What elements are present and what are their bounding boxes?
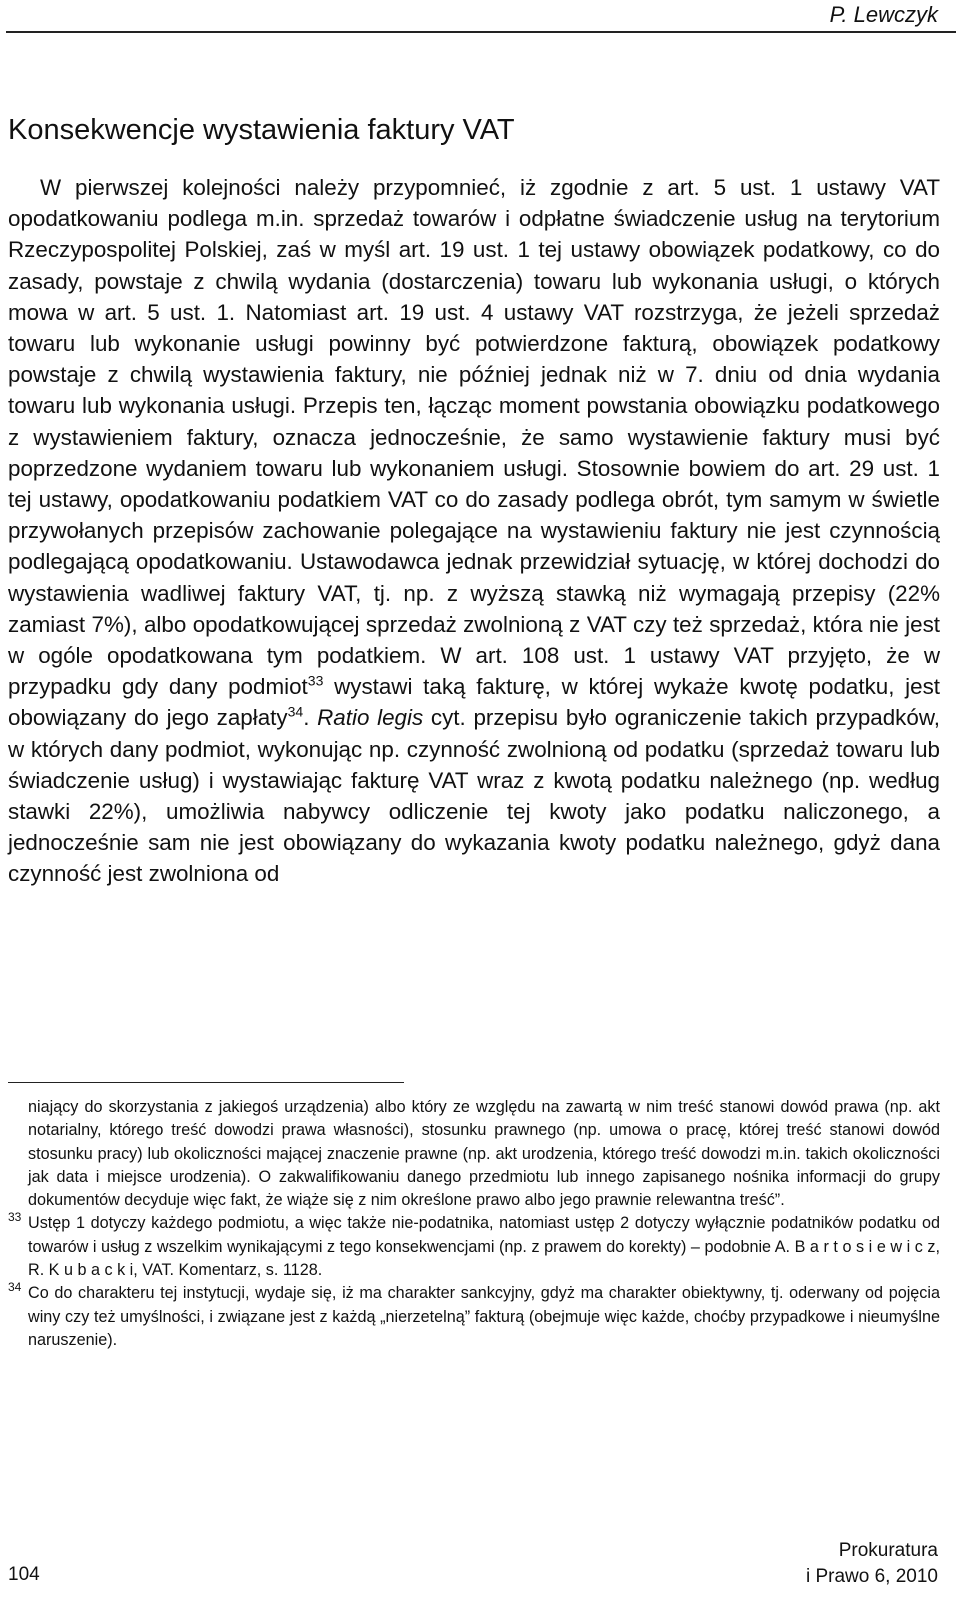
footnote-mark-33: 33 [8,1210,22,1225]
body-text-italic: Ratio legis [317,705,424,731]
page-number: 104 [8,1564,40,1585]
body-text-part3: . [303,705,318,731]
footnote-continued-text: niający do skorzystania z jakiegoś urządzenia) albo który ze względu na zawartą w nim treść stanowi dowód prawa (np. akt notarialny, którego treść dowodzi prawa własności), stosunku prawnego (np. umowa o pracę, której treść stanowi dowód stosunku pracy) lub okoliczności mającej znaczenie prawne (np. akt urodzenia, którego treść dowodzi m.in. takich okoliczności jak data i miejsce urodzenia). O zakwalifikowaniu danego przedmiotu lub innego zapisanego nośnika informacji do grupy dokumentów decyduje więc fakt, że wiąże się z nim określone prawo albo jego prawnie relewantna treść”. [28,1098,940,1210]
footnote-ref-33[interactable]: 33 [307,672,324,689]
footnote-34 [8,1282,940,1352]
journal-name [806,1538,938,1590]
journal-name-line2: i Prawo 6, 2010 [805,1566,938,1587]
footnote-continued [8,1096,940,1212]
body-paragraph [8,172,940,890]
footnote-divider [8,1082,404,1083]
body-text-part4: cyt. przepisu było ograniczenie takich przypadków, w których dany podmiot, wykonując np. czynność zwolnioną od podatku (sprzedaż towaru lub świadczenie usług) i wystawiając fakturę VAT wraz z kwotą podatku należnego (np. według stawki 22%), umożliwia nabywcy odliczenie tej kwoty jako podatku naliczonego, a jednocześnie sam nie jest obowiązany do wykazania kwoty podatku należnego, gdyż dana czynność jest zwolniona od [8,705,940,887]
footnote-34-text: Co do charakteru tej instytucji, wydaje się, iż ma charakter sankcyjny, gdyż ma charakter obiektywny, tj. oderwany od pojęcia winy czy też umyślności, i związane jest z każdą „nierzetelną” fakturą (obejmuje więc każde, choćby przypadkowe i nieumyślne naruszenie). [28,1284,940,1349]
footnote-33 [8,1212,940,1282]
body-text-part1: W pierwszej kolejności należy przypomnieć, iż zgodnie z art. 5 ust. 1 ustawy VAT opodatkowaniu podlega m.in. sprzedaż towarów i odpłatne świadczenie usług na terytorium Rzeczypospolitej Polskiej, zaś w myśl art. 19 ust. 1 tej ustawy obowiązek podatkowy, co do zasady, powstaje z chwilą wydania (dostarczenia) towaru lub wykonania usługi, o których mowa w art. 5 ust. 1. Natomiast art. 19 ust. 4 ustawy VAT rozstrzyga, że jeżeli sprzedaż towaru lub wykonanie usługi powinny być potwierdzone fakturą, obowiązek podatkowy powstaje z chwilą wystawienia faktury, nie później jednak niż w 7. dniu od dnia wydania towaru lub wykonania usługi. Przepis ten, łącząc moment powstania obowiązku podatkowego z wystawieniem faktury, oznacza jednocześnie, że samo wystawienie faktury musi być poprzedzone wydaniem towaru lub wykonaniem usługi. Stosownie bowiem do art. 29 ust. 1 tej ustawy, opodatkowaniu podatkiem VAT co do zasady podlega obrót, tym samym w świetle przywołanych przepisów zachowanie polegające na wystawieniu faktury nie jest czynnością podlegającą opodatkowaniu. Ustawodawca jednak przewidział sytuację, w której dochodzi do wystawienia wadliwej faktury VAT, tj. np. z wyższą stawką niż wymagają przepisy (22% zamiast 7%), albo opodatkowującej sprzedaż zwolnioną z VAT czy też sprzedaż, która nie jest w ogóle opodatkowana tym podatkiem. W art. 108 ust. 1 ustawy VAT przyjęto, że w przypadku gdy dany podmiot [8,175,940,700]
footnote-mark-34: 34 [8,1280,22,1295]
footnotes [8,1096,940,1352]
footnote-ref-34[interactable]: 34 [287,703,304,720]
section-title: Konsekwencje wystawienia faktury VAT [8,114,515,146]
running-header-author: P. Lewczyk [829,2,938,27]
header-divider [6,31,956,33]
body-text-part2: wystawi taką fakturę, w której wykaże kwotę podatku, jest obowiązany do jego zapłaty [8,674,941,731]
journal-name-line1: Prokuratura [838,1540,938,1561]
footnote-33-text: Ustęp 1 dotyczy każdego podmiotu, a więc także nie-podatnika, natomiast ustęp 2 dotyczy wyłącznie podatników podatku od towarów i usług z wszelkim wynikającymi z tego konsekwencjami (np. z prawem do korekty) – podobnie A. B a r t o s i e w i c z, R. K u b a c k i, VAT. Komentarz, s. 1128. [28,1214,940,1280]
